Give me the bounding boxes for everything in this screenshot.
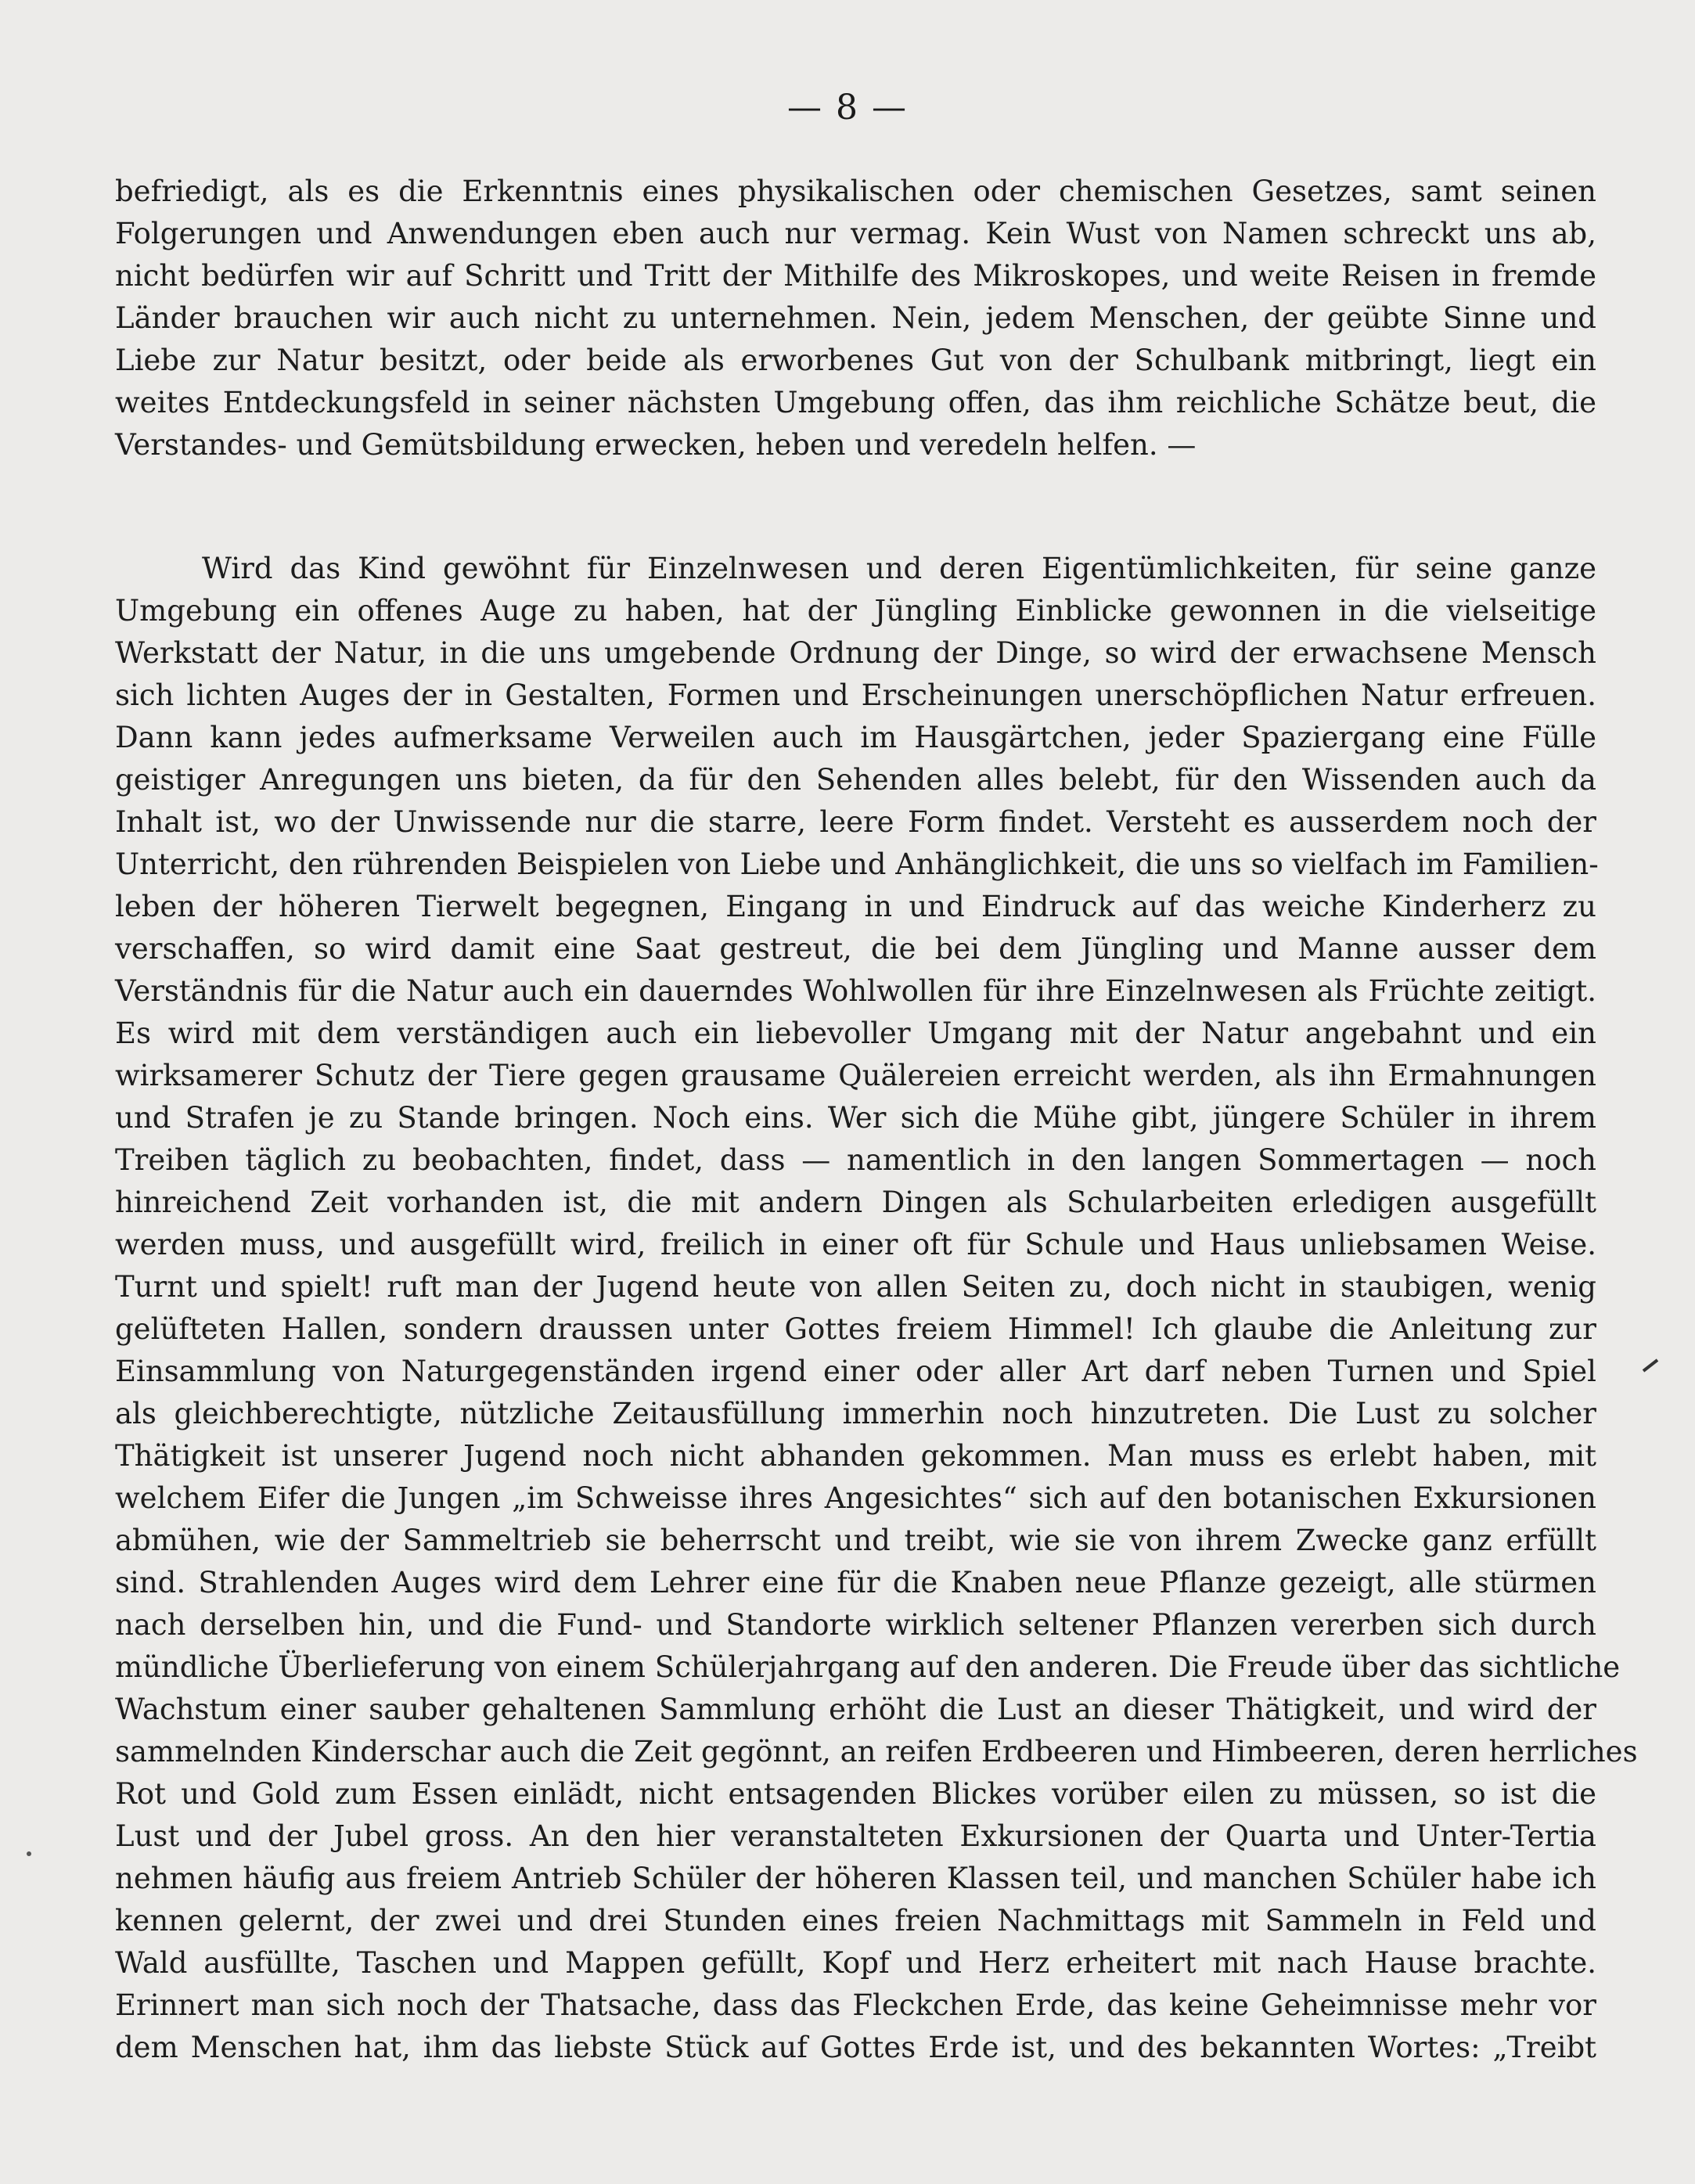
text-line: nehmen häufig aus freiem Antrieb Schüler der höheren Klassen teil, und manchen Schüler habe ich <box>115 1862 1596 1895</box>
text-line: Wald ausfüllte, Taschen und Mappen gefüllt, Kopf und Herz erheitert mit nach Hause brachte. <box>115 1946 1596 1980</box>
text-line: Werkstatt der Natur, in die uns umgebende Ordnung der Dinge, so wird der erwachsene Mensch <box>115 636 1596 670</box>
text-line: sammelnden Kinderschar auch die Zeit gegönnt, an reifen Erdbeeren und Himbeeren, deren herrliches <box>115 1735 1638 1768</box>
margin-dot-icon <box>23 1848 34 1859</box>
margin-mark-icon <box>1640 1354 1662 1376</box>
text-line: nicht bedürfen wir auf Schritt und Tritt der Mithilfe des Mikroskopes, und weite Reisen in fremde <box>115 259 1596 293</box>
text-line: abmühen, wie der Sammeltrieb sie beherrscht und treibt, wie sie von ihrem Zwecke ganz erfüllt <box>115 1524 1596 1557</box>
text-line: kennen gelernt, der zwei und drei Stunden eines freien Nachmittags mit Sammeln in Feld und <box>115 1904 1596 1938</box>
text-line: sind. Strahlenden Auges wird dem Lehrer eine für die Knaben neue Pflanze gezeigt, alle stürmen <box>115 1566 1596 1599</box>
text-line: Dann kann jedes aufmerksame Verweilen auch im Hausgärtchen, jeder Spaziergang eine Fülle <box>115 721 1596 754</box>
text-line: nach derselben hin, und die Fund- und Standorte wirklich seltener Pflanzen vererben sich durch <box>115 1608 1596 1642</box>
text-line: Liebe zur Natur besitzt, oder beide als erworbenes Gut von der Schulbank mitbringt, liegt ein <box>115 344 1596 377</box>
text-line: Inhalt ist, wo der Unwissende nur die starre, leere Form findet. Versteht es ausserdem noch der <box>115 805 1596 839</box>
text-line: und Strafen je zu Stande bringen. Noch eins. Wer sich die Mühe gibt, jüngere Schüler in ihrem <box>115 1101 1596 1135</box>
text-line: Thätigkeit ist unserer Jugend noch nicht abhanden gekommen. Man muss es erlebt haben, mit <box>115 1439 1596 1473</box>
text-line: befriedigt, als es die Erkenntnis eines physikalischen oder chemischen Gesetzes, samt seinen <box>115 175 1596 208</box>
text-line: hinreichend Zeit vorhanden ist, die mit andern Dingen als Schularbeiten erledigen ausgefüllt <box>115 1186 1596 1219</box>
text-line: verschaffen, so wird damit eine Saat gestreut, die bei dem Jüngling und Manne ausser dem <box>115 932 1596 966</box>
text-line: gelüfteten Hallen, sondern draussen unter Gottes freiem Himmel! Ich glaube die Anleitung zur <box>115 1312 1596 1346</box>
text-line: leben der höheren Tierwelt begegnen, Eingang in und Eindruck auf das weiche Kinderherz zu <box>115 890 1596 923</box>
text-line: geistiger Anregungen uns bieten, da für den Sehenden alles belebt, für den Wissenden auch da <box>115 763 1596 797</box>
text-line: Treiben täglich zu beobachten, findet, dass — namentlich in den langen Sommertagen — noch <box>115 1143 1596 1177</box>
paragraph-2 <box>115 548 1638 2069</box>
text-line: weites Entdeckungsfeld in seiner nächsten Umgebung offen, das ihm reichliche Schätze beut, die <box>115 386 1596 419</box>
text-line: Wird das Kind gewöhnt für Einzelnwesen und deren Eigentümlichkeiten, für seine ganze <box>202 552 1596 585</box>
text-line: Verständnis für die Natur auch ein dauerndes Wohlwollen für ihre Einzelnwesen als Früchte zeitigt. <box>115 974 1596 1008</box>
text-line: Länder brauchen wir auch nicht zu unternehmen. Nein, jedem Menschen, der geübte Sinne und <box>115 301 1596 335</box>
text-line: Es wird mit dem verständigen auch ein liebevoller Umgang mit der Natur angebahnt und ein <box>115 1016 1596 1050</box>
page-number: — 8 — <box>787 88 908 128</box>
text-line: Lust und der Jubel gross. An den hier veranstalteten Exkursionen der Quarta und Unter-Tertia <box>115 1819 1596 1853</box>
text-line: mündliche Überlieferung von einem Schülerjahrgang auf den anderen. Die Freude über das sichtliche <box>115 1650 1621 1684</box>
text-line: Turnt und spielt! ruft man der Jugend heute von allen Seiten zu, doch nicht in staubigen, wenig <box>115 1270 1596 1304</box>
text-line: Umgebung ein offenes Auge zu haben, hat der Jüngling Einblicke gewonnen in die vielseitige <box>115 594 1596 628</box>
text-line: sich lichten Auges der in Gestalten, Formen und Erscheinungen unerschöpflichen Natur erfreuen. <box>115 678 1596 712</box>
text-line: welchem Eifer die Jungen „im Schweisse ihres Angesichtes“ sich auf den botanischen Exkursionen <box>115 1481 1596 1515</box>
text-line: Wachstum einer sauber gehaltenen Sammlung erhöht die Lust an dieser Thätigkeit, und wird der <box>115 1693 1596 1726</box>
text-line: werden muss, und ausgefüllt wird, freilich in einer oft für Schule und Haus unliebsamen Weise. <box>115 1228 1596 1261</box>
text-line: Folgerungen und Anwendungen eben auch nur vermag. Kein Wust von Namen schreckt uns ab, <box>115 217 1596 250</box>
text-line: Verstandes- und Gemütsbildung erwecken, heben und veredeln helfen. — <box>115 428 1197 462</box>
paragraph-1 <box>115 171 1596 466</box>
text-line: wirksamerer Schutz der Tiere gegen grausame Quälereien erreicht werden, als ihn Ermahnungen <box>115 1059 1596 1092</box>
text-line: als gleichberechtigte, nützliche Zeitausfüllung immerhin noch hinzutreten. Die Lust zu solcher <box>115 1397 1596 1430</box>
text-line: Einsammlung von Naturgegenständen irgend einer oder aller Art darf neben Turnen und Spiel <box>115 1355 1596 1388</box>
text-line: dem Menschen hat, ihm das liebste Stück auf Gottes Erde ist, und des bekannten Wortes: „Treibt <box>115 2031 1596 2064</box>
text-line: Erinnert man sich noch der Thatsache, dass das Fleckchen Erde, das keine Geheimnisse mehr vor <box>115 1988 1596 2022</box>
text-line: Unterricht, den rührenden Beispielen von Liebe und Anhänglichkeit, die uns so vielfach im Familien- <box>115 847 1599 881</box>
text-line: Rot und Gold zum Essen einlädt, nicht entsagenden Blickes vorüber eilen zu müssen, so ist die <box>115 1777 1596 1811</box>
